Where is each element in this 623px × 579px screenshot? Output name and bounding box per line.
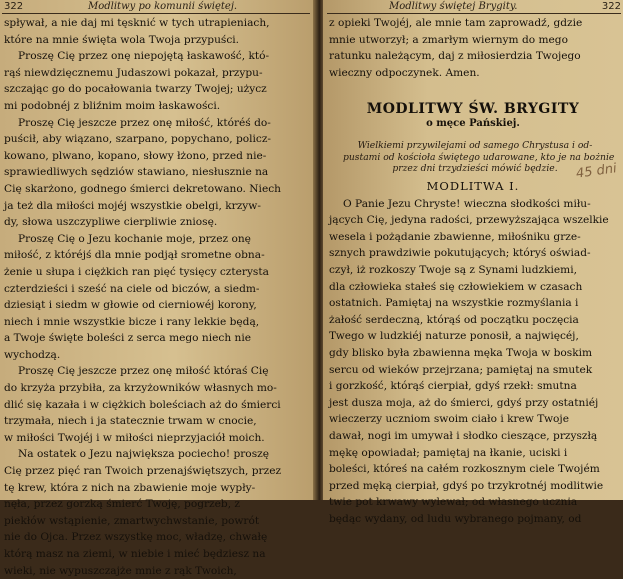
left-body-text — [4, 15, 308, 579]
text-line: rąś niewdzięcznemu Judaszowi pokazał, przypu- — [4, 66, 263, 79]
text-line: sercu od wieków przejrzana; pamiętaj na smutek — [329, 363, 593, 376]
handwritten-note: 45 dni — [575, 161, 618, 182]
text-line: dawał, nogi im umywał i słodko cieszące, przyszłą — [329, 429, 598, 442]
section-title: MODLITWA I. — [426, 178, 520, 193]
prayer-heading: MODLITWY ŚW. BRYGITY — [366, 101, 580, 118]
text-line: dy, słowa uszczypliwe cierpliwie zniosę. — [4, 216, 218, 229]
text-line: które na mnie święta wola Twoja przypuści. — [4, 33, 240, 46]
text-line: Na ostatek o Jezu największa pociecho! proszę — [18, 448, 269, 461]
text-line: będąc wydany, od ludu wybranego pojmany, od — [329, 512, 582, 525]
paragraph — [4, 48, 308, 114]
text-line: wychodzą. — [4, 348, 61, 361]
text-line: i gorzkość, którąś cierpiał, gdyś rzekł: smutna — [329, 380, 577, 393]
text-line: sprawiedliwych sędziów stawiano, niesłusznie na — [4, 166, 269, 179]
text-line: Wielkiemi przywilejami od samego Chrystusa i od- — [357, 140, 593, 152]
right-page — [323, 0, 623, 525]
text-line: pustami od kościoła świętego udarowane, kto je na bożnie — [343, 151, 615, 163]
paragraph — [4, 363, 308, 446]
text-line: żenie u słupa i ciężkich ran pięć tysięcy czterysta — [4, 265, 269, 278]
text-line: nie do Ojca. Przez wszystkę moc, władzę, chwałę — [4, 531, 268, 544]
text-line: przez dni trzydzieści mówić będzie. — [392, 163, 558, 175]
text-line: spływał, a nie daj mi tęsknić w tych utrapieniach, — [4, 17, 270, 29]
text-line: mękę opowiadał; pamiętaj na łkanie, uciski i — [329, 446, 568, 459]
right-page-number: 322 — [601, 1, 621, 12]
prayer-body — [329, 196, 617, 528]
text-line: Cię przez pięć ran Twoich przenajświętszych, przez — [4, 465, 282, 478]
prayer-subheading: o męce Pańskiej. — [426, 118, 520, 130]
text-line: ja też dla miłości mojéj wszystkie obelgi, krzyw- — [4, 199, 261, 212]
text-line: Twego w ludzkiéj naturze ponosił, a najwięcéj, — [329, 330, 579, 343]
text-line: do krzyża przybiła, za krzyżowników własnych mo- — [4, 382, 277, 395]
left-page-number: 322 — [4, 1, 24, 12]
text-line: szczając go do pocałowania twarzy Twojej; użycz — [4, 83, 267, 96]
paragraph — [4, 231, 308, 364]
text-line: a Twoje święte boleści z serca mego niech nie — [4, 332, 251, 345]
text-line: przed męką cierpiał, gdyś po trzykrotnéj modlitwie — [329, 479, 604, 492]
text-line: sznych prawdziwie pokutujących; któryś oświad- — [329, 247, 591, 260]
text-line: ratunku należącym, daj z miłosierdzia Twojego — [329, 50, 581, 63]
right-body-text — [329, 15, 617, 527]
text-line: twie pot krwawy wylewał; od własnego ucznia — [329, 496, 578, 509]
text-line: mi podobnéj z bliźnim moim łaskawości. — [4, 99, 221, 112]
text-line: kowano, plwano, kopano, słowy łżono, przed nie- — [4, 149, 267, 162]
right-running-head — [323, 0, 623, 14]
text-line: czterdzieści i sześć na ciele od biczów, a siedm- — [4, 282, 260, 295]
left-running-head — [0, 0, 317, 14]
text-line: z opieki Twojéj, ale mnie tam zaprowadź, gdzie — [329, 17, 583, 29]
text-line: jest dusza moja, aż do śmierci, gdyś przy ostatniéj — [329, 396, 599, 409]
text-line: w miłości Twojéj i w miłości nieprzyjaciół moich. — [4, 431, 265, 444]
left-head-rule — [2, 13, 310, 14]
text-line: mnie utworzył; a zmarłym wiernym do mego — [329, 33, 568, 46]
right-running-title: Modlitwy świętej Brygity. — [389, 1, 518, 12]
text-line: wieki, nie wypuszczajże mnie z rąk Twoich, — [4, 564, 237, 577]
paragraph — [329, 196, 617, 528]
text-line: Cię skarżono, godnego śmierci dekretowano. Niech — [4, 182, 281, 195]
text-line: dziesiąt i siedm w głowie od cierniowéj korony, — [4, 299, 257, 312]
text-line: dla człowieka stałeś się człowiekiem w czasach — [329, 280, 583, 293]
text-line: boleści, któreś na całém rozkosznym ciele Twojém — [329, 463, 600, 476]
text-line: dlić się kazała i w ciężkich boleściach aż do śmierci — [4, 398, 281, 411]
text-line: ostatnich. Pamiętaj na wszystkie rozmyślania i — [329, 297, 579, 310]
prayer-ending-paragraph — [329, 15, 617, 81]
text-line: którą masz na ziemi, w niebie i mieć będziesz na — [4, 548, 266, 560]
text-line: Proszę Cię jeszcze przez onę miłość któraś Cię — [18, 365, 269, 378]
text-line: Proszę Cię przez onę niepojętą łaskawość, któ- — [18, 50, 270, 63]
text-line: Proszę Cię o Jezu kochanie moje, przez onę — [18, 232, 251, 245]
text-line: trzymała, niech i ja statecznie trwam w cnocie, — [4, 415, 257, 428]
text-line: czył, iż rozkoszy Twoje są z Synami ludzkiemi, — [329, 263, 577, 276]
paragraph — [4, 15, 308, 48]
text-line: wieczny odpoczynek. Amen. — [329, 66, 480, 79]
text-line: żałość serdeczną, którąś od początku poczęcia — [329, 313, 579, 326]
paragraph — [4, 446, 308, 579]
text-line: piekłów wstąpienie, zmartwychwstanie, powrót — [4, 514, 260, 527]
text-line: gdy blisko była zbawienna męka Twoja w boskim — [329, 346, 593, 359]
text-line: puścił, aby wiązano, szarpano, popychano, policz- — [4, 133, 271, 146]
text-line: wesela i pożądanie zbawienne, miłośniku grze- — [329, 230, 581, 243]
paragraph — [4, 115, 308, 231]
text-line: niech i mnie wszystkie bicze i rany lekkie będą, — [4, 315, 260, 328]
right-head-rule — [327, 13, 621, 14]
text-line: jących Cię, jedyna radości, przewyższająca wszelkie — [329, 214, 609, 227]
text-line: miłość, z któréjś dla mnie podjął srometne obna- — [4, 249, 265, 262]
text-line: nęła, przez gorzką śmierć Twoję, pogrzeb, z — [4, 498, 241, 511]
text-line: wieczerzy uczniom swoim ciało i krew Twoje — [329, 413, 569, 426]
text-line: O Panie Jezu Chryste! wieczna słodkości miłu- — [343, 197, 591, 210]
text-line: tę krew, która z nich na zbawienie moje wypły- — [4, 481, 256, 494]
left-running-title: Modlitwy po komunii świętej. — [88, 1, 238, 12]
text-line: Proszę Cię jeszcze przez onę miłość, któréś do- — [18, 116, 271, 129]
